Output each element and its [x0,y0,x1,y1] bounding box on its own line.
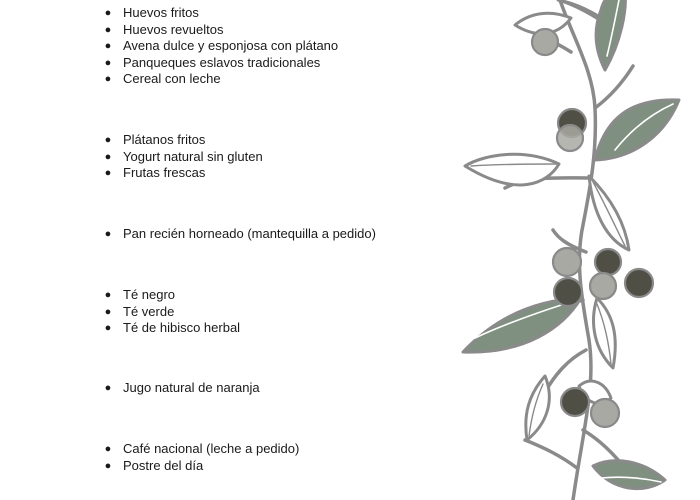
menu-item: ● Pan recién horneado (mantequilla a pedido) [104,226,376,241]
menu-item: ● Té verde [104,303,175,319]
menu-item: ● Plátanos fritos [104,132,206,147]
bullet-icon: ● [104,167,112,179]
bullet-icon: ● [104,228,112,240]
bullet-icon: ● [104,322,112,334]
menu-item: ● Huevos fritos [104,5,199,20]
berry [625,269,653,297]
bullet-icon: ● [104,459,112,472]
bullet-icon: ● [104,443,112,455]
menu-item: ● Panqueques eslavos tradicionales [104,54,321,70]
menu-item: ● Café nacional (leche a pedido) [104,441,300,456]
coffee-branch-illustration [455,0,700,500]
menu-item: ● Huevos revueltos [104,21,224,37]
leaf [594,298,616,368]
leaf [593,461,665,489]
menu-item: ● Té negro [104,287,176,302]
berry [557,125,583,151]
leaf [465,154,559,185]
menu-item: ● Té de hibisco herbal [104,320,241,335]
menu-group-bread [0,226,376,243]
leaf [596,0,625,70]
menu-item: ● Yogurt natural sin gluten [104,148,263,164]
menu-group-eggs-and-cereals [0,5,338,88]
leaf [595,100,679,160]
berry [554,278,582,306]
bullet-icon: ● [104,7,112,19]
menu-item: ● Frutas frescas [104,165,206,180]
bullet-icon: ● [104,150,112,163]
berry [532,29,558,55]
menu-item: ● Jugo natural de naranja [104,380,260,395]
berry [553,248,581,276]
berry [561,388,589,416]
bullet-icon: ● [104,289,112,301]
bullet-icon: ● [104,56,112,69]
menu-item: ● Postre del día [104,457,204,473]
menu-group-fruits-and-yogurt [0,132,263,182]
bullet-icon: ● [104,305,112,318]
berry [591,399,619,427]
menu-group-juice [0,380,260,397]
berry [590,273,616,299]
berry [595,249,621,275]
menu-item: ● Avena dulce y esponjosa con plátano [104,38,339,53]
bullet-icon: ● [104,382,112,394]
bullet-icon: ● [104,73,112,85]
menu-group-teas [0,287,240,337]
menu-group-coffee-and-dessert [0,441,299,474]
bullet-icon: ● [104,40,112,52]
bullet-icon: ● [104,134,112,146]
menu-item: ● Cereal con leche [104,71,221,86]
bullet-icon: ● [104,23,112,36]
